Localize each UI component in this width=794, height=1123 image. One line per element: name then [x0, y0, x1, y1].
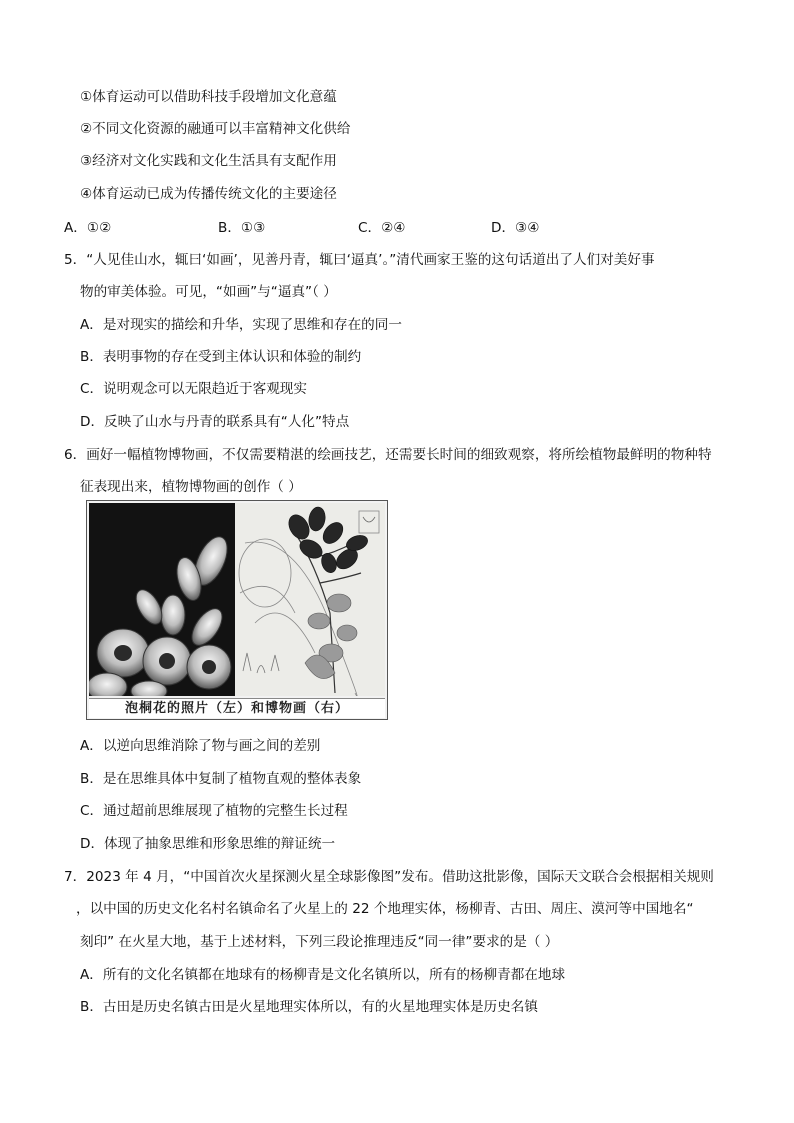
q7-stem-line-3: 刻印” 在火星大地，基于上述材料，下列三段论推理违反“同一律”要求的是（ ） [80, 934, 559, 950]
q4-statement-3: ③经济对文化实践和文化生活具有支配作用 [80, 153, 337, 169]
q4-option-a: A．①② [64, 220, 112, 236]
q6-option-b: B．是在思维具体中复制了植物直观的整体表象 [80, 771, 362, 787]
q4-option-c: C．②④ [358, 220, 406, 236]
q6-option-c: C．通过超前思维展现了植物的完整生长过程 [80, 803, 348, 819]
q6-stem-line-1: 6．画好一幅植物博物画，不仅需要精湛的绘画技艺，还需要长时间的细致观察，将所绘植物最鲜明的物种特 [64, 447, 712, 463]
paulownia-figure [86, 500, 388, 720]
q4-option-d: D．③④ [491, 220, 540, 236]
q6-option-a: A．以逆向思维消除了物与画之间的差别 [80, 738, 321, 754]
q7-stem-line-1: 7．2023 年 4 月，“中国首次火星探测火星全球影像图”发布。借助这批影像，国际天文联合会根据相关规则 [64, 869, 714, 885]
q5-option-a: A．是对现实的描绘和升华，实现了思维和存在的同一 [80, 317, 402, 333]
q7-option-b: B．古田是历史名镇古田是火星地理实体所以，有的火星地理实体是历史名镇 [80, 999, 538, 1015]
q6-stem-line-2: 征表现出来，植物博物画的创作（ ） [80, 479, 302, 495]
q4-statement-2: ②不同文化资源的融通可以丰富精神文化供给 [80, 121, 351, 137]
q5-option-c: C．说明观念可以无限趋近于客观现实 [80, 381, 307, 397]
q5-option-d: D．反映了山水与丹青的联系具有“人化”特点 [80, 414, 350, 430]
q4-statement-4: ④体育运动已成为传播传统文化的主要途径 [80, 186, 337, 202]
paulownia-illustration [235, 503, 385, 696]
q4-statement-1: ①体育运动可以借助科技手段增加文化意蕴 [80, 89, 337, 105]
q5-stem-line-2: 物的审美体验。可见，“如画”与“逼真”（ ） [80, 284, 337, 300]
paulownia-photo [89, 503, 235, 696]
q7-option-a: A．所有的文化名镇都在地球有的杨柳青是文化名镇所以，所有的杨柳青都在地球 [80, 967, 566, 983]
q4-option-b: B．①③ [218, 220, 266, 236]
q6-option-d: D．体现了抽象思维和形象思维的辩证统一 [80, 836, 336, 852]
figure-caption: 泡桐花的照片（左）和博物画（右） [89, 698, 385, 718]
q7-stem-line-2: ，以中国的历史文化名村名镇命名了火星上的 22 个地理实体，杨柳青、古田、周庄、漠河等中国地名“ [76, 901, 694, 917]
q5-stem-line-1: 5．“人见佳山水，辄曰‘如画’，见善丹青，辄曰‘逼真’。”清代画家王鉴的这句话道出了人们对美好事 [64, 252, 655, 268]
q5-option-b: B．表明事物的存在受到主体认识和体验的制约 [80, 349, 362, 365]
